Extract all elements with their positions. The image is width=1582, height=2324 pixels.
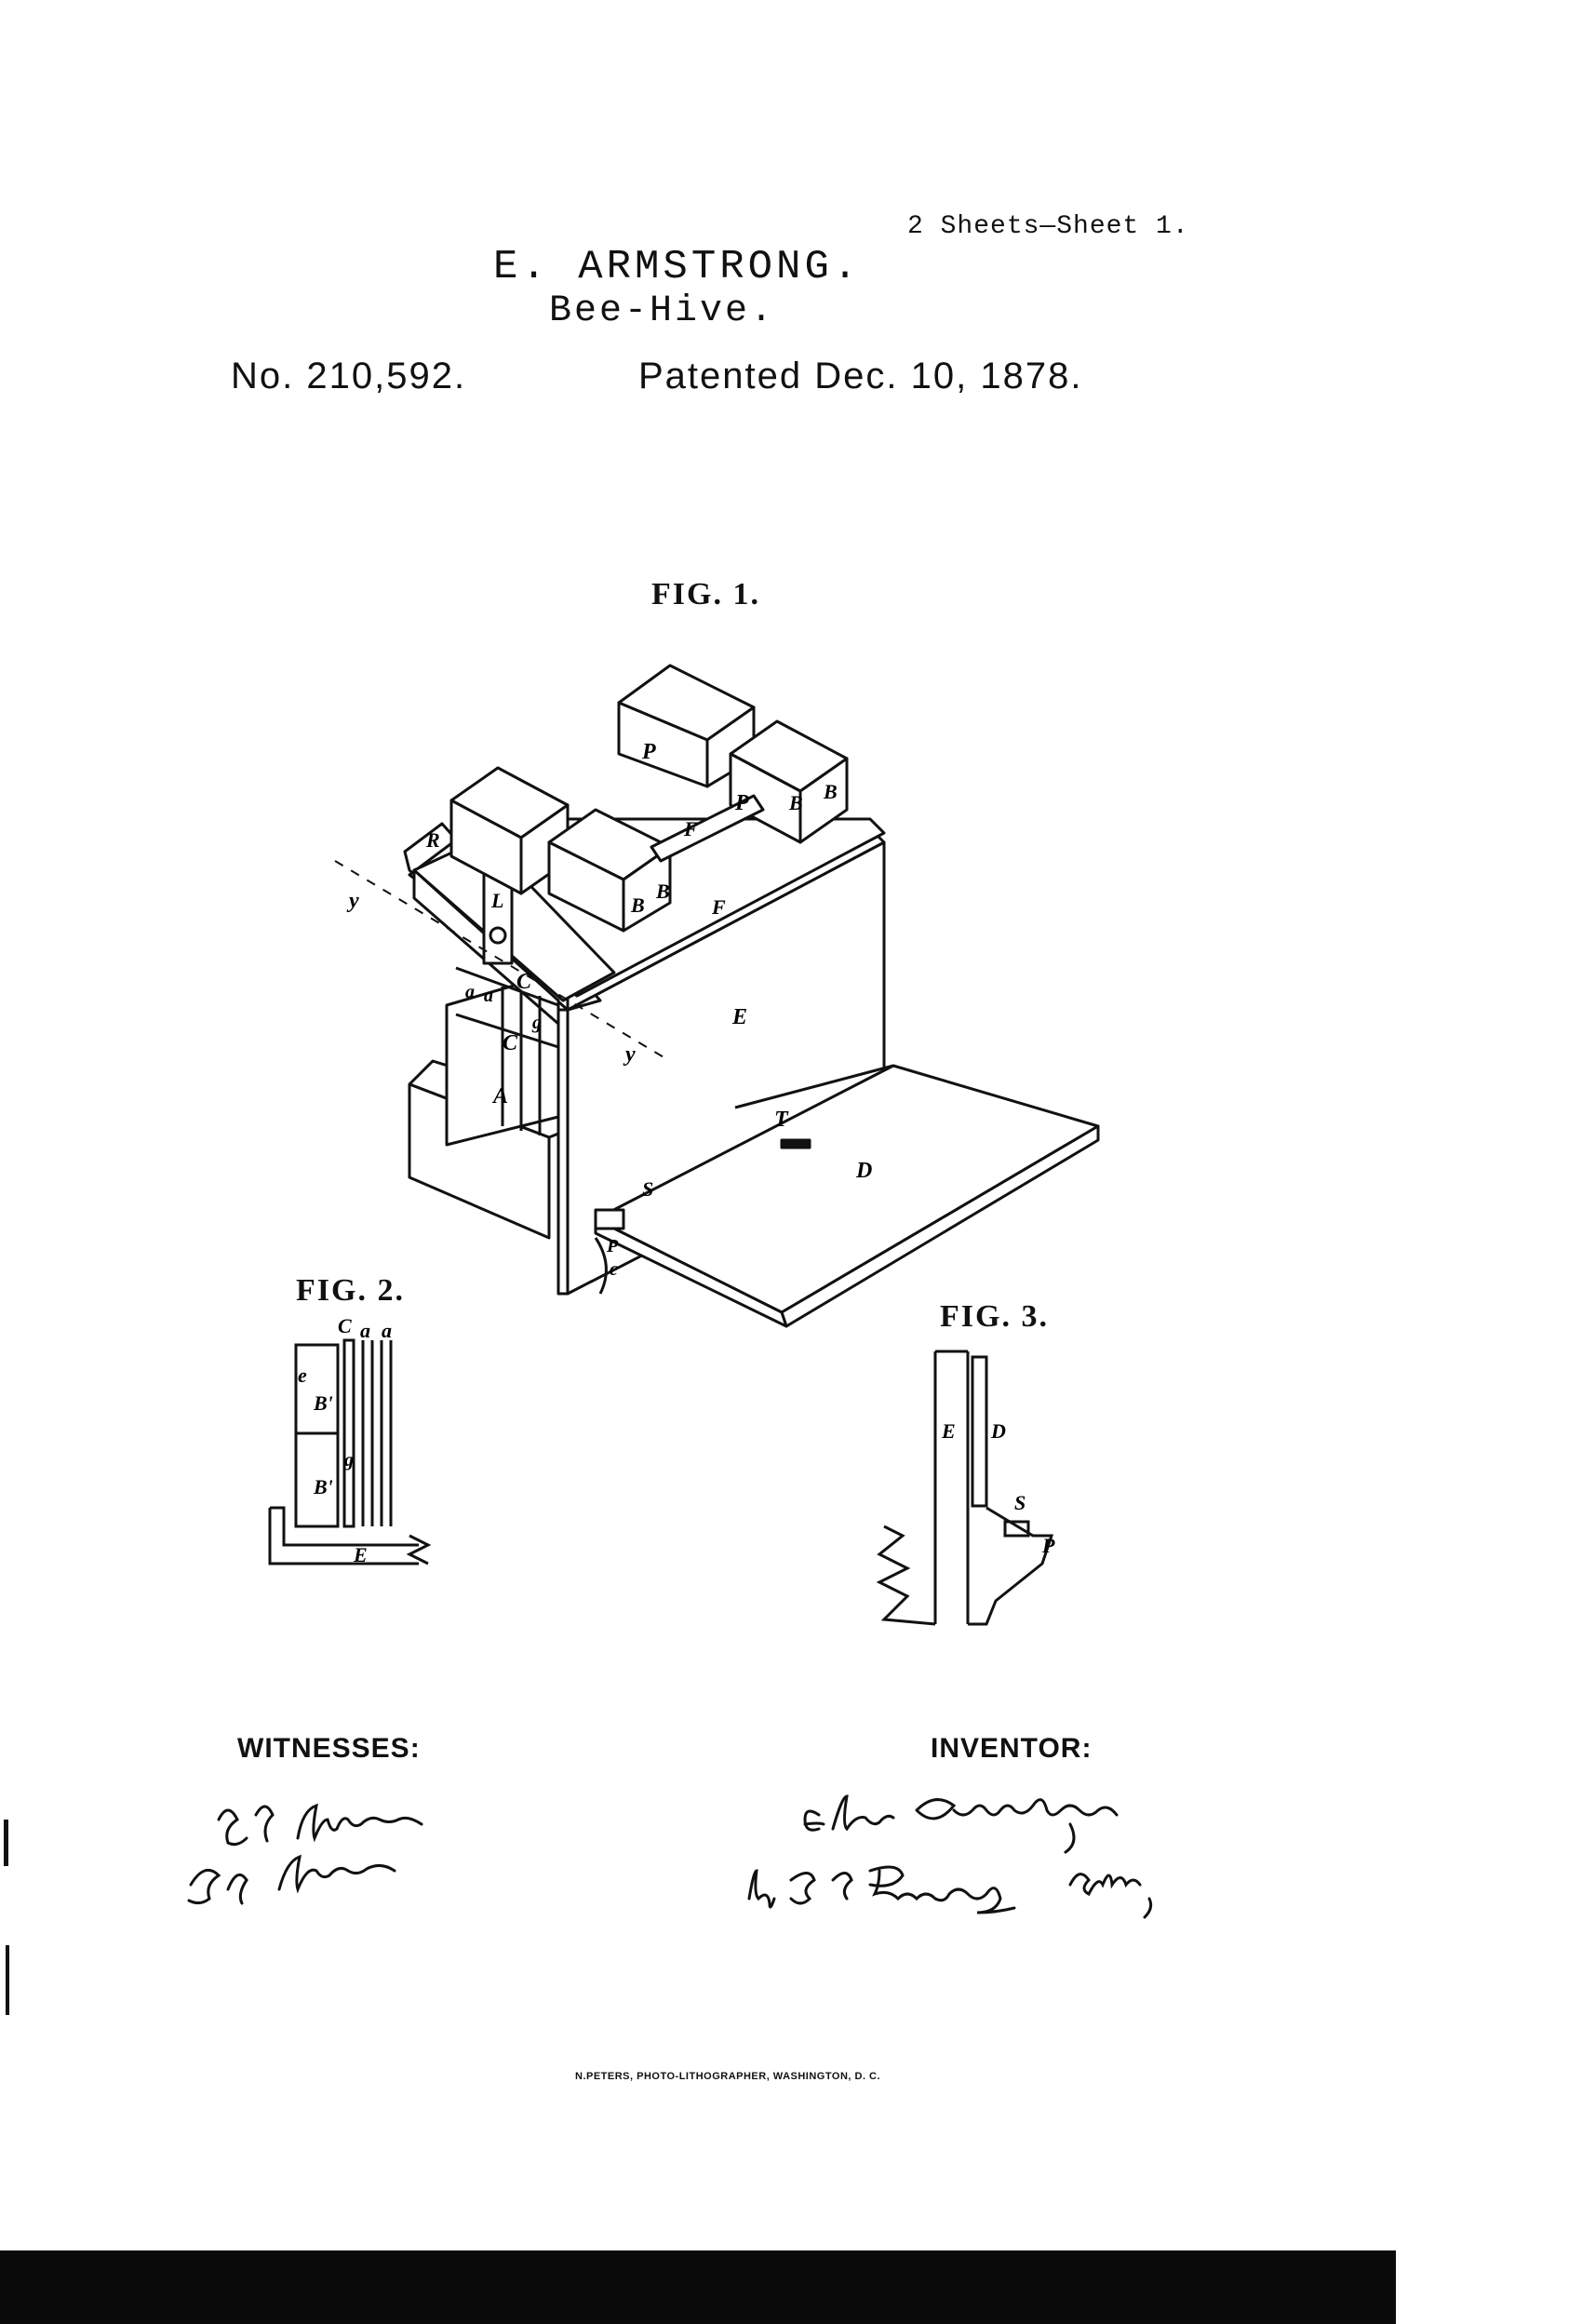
fig1-letter: P [642,740,656,764]
fig1-letter: y [625,1042,636,1067]
inventor-heading: INVENTOR: [931,1733,1093,1764]
fig1-letter: L [491,889,504,912]
fig3-label: FIG. 3. [940,1299,1049,1334]
fig1-letter: B [824,780,838,803]
scan-mark [4,1820,8,1866]
fig1-letter: F [684,817,698,840]
fig1-letter: B [789,791,803,814]
fig1-letter: E [732,1005,748,1029]
sheet-count: 2 Sheets—Sheet 1. [907,212,1189,241]
fig1-letter: y [349,889,359,913]
fig2-letter: B' [314,1475,333,1498]
fig3-letter: P [1042,1534,1055,1557]
fig2-label: FIG. 2. [296,1273,405,1308]
fig1-letter: P [607,1236,619,1256]
fig2-letter: g [344,1450,354,1471]
fig1-letter: c [610,1259,618,1280]
fig1-letter: a [465,982,475,1002]
fig1-letter: P [735,791,749,815]
fig1-label: FIG. 1. [651,577,760,611]
fig3-letter: E [942,1419,956,1443]
fig1-letter: D [856,1159,873,1183]
patent-number: No. 210,592. [231,356,467,396]
fig3-letter: D [991,1419,1006,1443]
fig2-letter: e [298,1364,307,1387]
fig1-letter: g [532,1013,542,1033]
fig2-letter: E [354,1543,368,1566]
scan-mark [6,1945,9,2015]
fig1-letter: R [426,828,440,852]
fig1-letter: F [712,895,726,919]
fig3-letter: S [1014,1491,1026,1514]
fig1-letter: C [503,1031,518,1055]
fig1-letter: S [642,1177,654,1201]
inventor-name: E. ARMSTRONG. [493,244,862,290]
fig2-letter: C [338,1314,352,1337]
patent-title: Bee-Hive. [549,290,776,332]
fig2-letter: B' [314,1391,333,1415]
printer-credit: N.PETERS, PHOTO-LITHOGRAPHER, WASHINGTON, D. C. [575,2071,881,2082]
patent-date: Patented Dec. 10, 1878. [638,356,1083,396]
witnesses-heading: WITNESSES: [237,1733,421,1764]
fig1-letter: T [774,1108,788,1132]
fig1-letter: a [484,986,493,1006]
fig1-letter: C [516,970,532,994]
fig2-letter: a [382,1319,392,1342]
fig2-letter: a [360,1319,370,1342]
scan-border [0,2250,1396,2324]
fig1-letter: A [493,1084,509,1108]
fig1-letter: B [656,880,670,903]
fig1-letter: B [631,893,645,917]
